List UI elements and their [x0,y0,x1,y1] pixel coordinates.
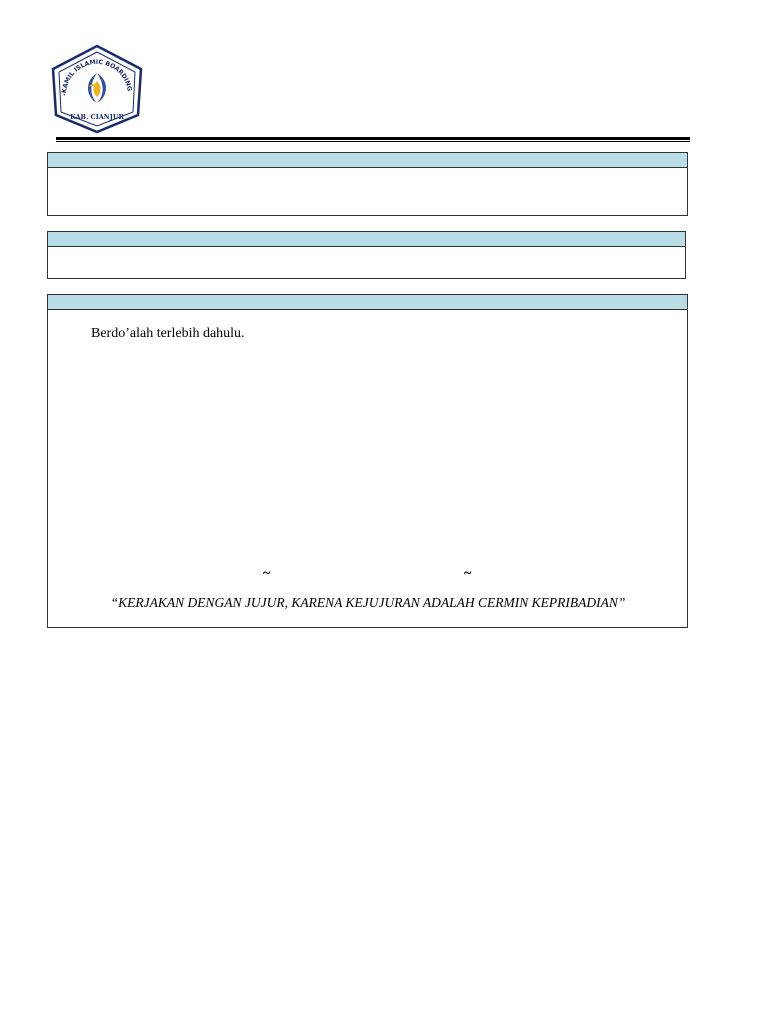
tilde-right: ~ [464,566,472,581]
tilde-left: ~ [263,566,271,581]
instruction-line: Berdo’alah terlebih dahulu. [91,326,245,341]
info-box-1 [47,152,688,216]
info-box-1-header [48,153,687,168]
info-box-2-header [48,232,685,247]
info-box-2 [47,231,686,279]
header-rule-thin [56,141,690,142]
instructions-box-header [48,295,687,310]
header-rule-thick [56,137,690,140]
motto-text: “KERJAKAN DENGAN JUJUR, KARENA KEJUJURAN ADALAH CERMIN KEPRIBADIAN” [110,595,626,610]
instructions-box [47,294,688,628]
school-logo [48,43,146,135]
logo-ring-text: -KAMIL ISLAMIC BOARDING [60,58,133,96]
logo-bottom-text: KAB. CIANJUR [70,113,124,121]
